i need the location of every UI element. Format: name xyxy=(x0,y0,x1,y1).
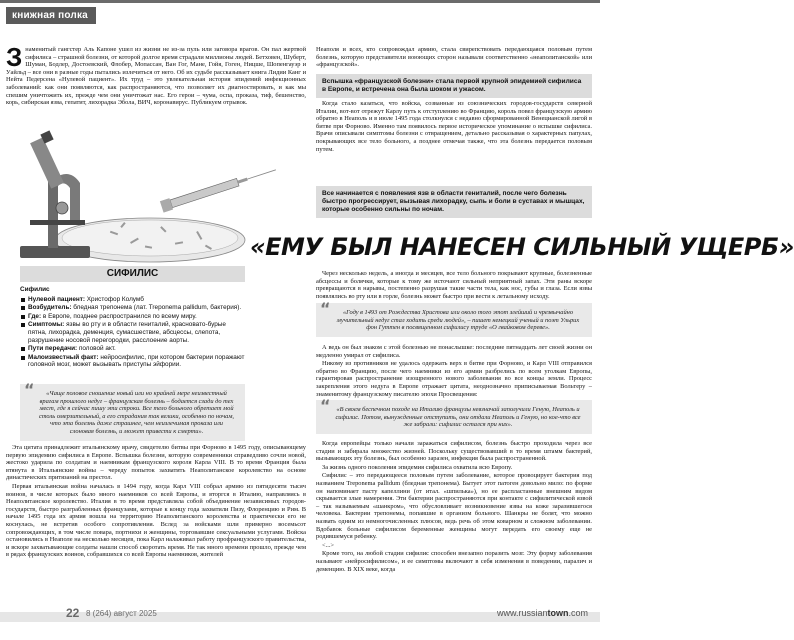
quote-box-left xyxy=(20,380,245,441)
quote-left-text: «Чаще половое сношение новый или но крайней мере неизвестный врагам прошлого недуг – французская болезнь – бодается сзади до тех мест, где я сейчас пишу эти строки. Все тело больного обретает мой столь омерзительный, а его страдания так велики, особенно по ночам, что эта болезнь даже страшнее, чем неизлечимая проказа или слоновая болезнь, и может привести к смерти». xyxy=(38,390,234,435)
microscope-icon xyxy=(0,128,250,268)
right-top-text xyxy=(316,46,592,70)
fact-item: Возбудитель: бледная трепонема (лат. Treponema pallidum, бактерия). xyxy=(20,304,245,312)
mid-column-1 xyxy=(316,270,592,301)
highlight-box-2: Все начинается с появления язв в области гениталий, после чего болезнь быстро прогрессирует, вызывая лихорадку, сыпь и боли в суставах и мышцах, которые особенно сильны по ночам. xyxy=(316,186,592,218)
mid-paragraph-5: За жизнь одного поколения эпидемия сифилиса охватила всю Европу. xyxy=(322,463,513,471)
left-paragraph: Первая итальянская война началась в 1494 году, когда Карл VIII собрал армию из пятидесяти тысяч воинов, в числе которых было много наемников со всей Европы, и вторгся в Италию, направляясь в Неаполитанское королевство. Италия в то время представляла собой объединение независимых городов-государств, быстро разграбленных французами, которые к концу года захватили Пизу, Флоренцию и Рим. В начале 1495 года их армия вошла на территорию Неаполитанского королевства и практически его не коснулась, не встретив особого сопротивления. Вслед за войсками шли примерно восемьсот сопровождающих, в том числе повара, портнихи и женщины, торговавшие сексуальными услугами. Войска остановились в Неаполе на несколько месяцев, пока Карл налаживал работу профранцузского правительства, и вскоре захватывающие солдаты нашли способ скоротать время. Не так много времени прошло, прежде чем в рядах французских воинов, собравшихся со всей Европы наемников, жителей xyxy=(6,482,306,559)
fact-item: Где: в Европе, позднее распространился по всему миру. xyxy=(20,313,245,321)
mid-paragraph-3: Никому из противников не удалось одержать верх в битве при Форново, и Карл VIII отправился обратно во Францию, после чего наемники из его армии разбрелись по всем уголкам Европы, гарантировав распространение изощренного нового заболевания во все концы земли. Процесс закрепления этого недуга в Европе отражает цитата, неоднозначно приписываемая Вольтеру – знаменитому французскому писателю эпохи Просвещения: xyxy=(316,360,592,398)
mid-paragraph-6: Сифилис – это передающееся половым путем заболевание, которое провоцирует бактерия под названием Treponema pallidum (бледная трепонема). Бытует этот патоген довольно мило: по форме он напоминает пасту капеллини (от итал. «шпилька»), но ее распластанные внешним видом скрывается злые намерения. Эти бактерии распространяются при контакте с сифилитической язвой – так называемым «шанкром», что обусловливает возникновение язвы на коже заразившегося человека. Бактерии трепонемы, попавшие в организм больного. Шанкры не болят, что можно назвать одним из немногочисленных плюсов, ведь речь об этом коварном и сложном заболевании. Вдобавок больные сифилисом беременные женщины могут передать его своему еще не родившемуся ребенку. xyxy=(316,472,592,541)
intro-body: наменитый гангстер Аль Капоне ушел из жизни не из-за пуль или заговора врагов. Он пал жертвой сифилиса – страшной болезни, от которой долгое время страдали миллионы людей. Бетховен, Шуберт, Шуман, Бодлер, Достоевский, Флобер, Мопассан, Ван Гог, Мане, Гойя, Гоген, Ницше, Шопенгауэр и Уайльд – все они в разные годы пытались излечиться от него. Об их судьбе рассказывает книга Лидии Канг и Нейта Педерсена «Нулевой пациент». Их труд – это увлекательная история эпидемий инфекционных заболеваний: как они появляются, как распространяются, что позволяет их диагностировать, и как мы спешим уничтожить их, прежде чем они уничтожат нас. Его герои – чума, оспа, проказа, тиф, бешенство, корь, сибирская язва, гепатит, лихорадка Эбола, ВИЧ, коронавирус. Публикуем отрывок. xyxy=(6,46,306,107)
site-link[interactable]: www.russiantown.com xyxy=(496,608,588,618)
intro-text xyxy=(6,42,306,107)
dropcap: З xyxy=(6,42,23,72)
mid-paragraph-2: А ведь он был знаком с этой болезнью не понаслышке: последние пятнадцать лет своей жизни он медленно умирал от сифилиса. xyxy=(316,344,592,359)
mid-paragraph-4: Когда европейцы только начали заражаться сифилисом, болезнь быстро проходила через все стадии и забирала множество жизней. Поскольку существовавший в то время штамм бактерий, вызывающих эту болезнь, был особенно заразен, инфекция была распространенной. xyxy=(316,440,592,463)
fact-item: Нулевой пациент: Христофор Колумб xyxy=(20,296,245,304)
right-paragraph-2-wrap xyxy=(316,100,592,154)
highlight-box-1: Вспышка «французской болезни» стала первой крупной эпидемией сифилиса в Европе, и встречена она была шоком и ужасом. xyxy=(316,74,592,98)
facts-list xyxy=(20,296,245,369)
section-tag: книжная полка xyxy=(6,7,96,24)
microscope-illustration xyxy=(0,128,250,268)
fact-item: Малоизвестный факт: нейросифилис, при котором бактерии поражают головной мозг, может вызывать приступы эйфории. xyxy=(20,354,245,369)
quote-box-mid-1 xyxy=(316,299,592,337)
mid-column-3 xyxy=(316,440,592,574)
mid-column-2 xyxy=(316,344,592,399)
mid-paragraph-1: Через несколько недель, а иногда и месяцев, все тело больного покрывают крупные, болезненные абсцессы и болячки, которые к тому же источают сильный неприятный запах. Эти раны вскоре превращаются в нарывы, постепенно разрушая такие части тела, как нос, губы и глаза. Если язвы появлялись во рту или в горле, болезнь может быстро при вести к летальному исходу. xyxy=(316,270,592,300)
quote-mark-icon: “ xyxy=(24,380,35,399)
quote-box-mid-2 xyxy=(316,396,592,434)
left-bottom-text xyxy=(6,444,306,560)
fact-item: Симптомы: язвы во рту и в области гениталий, красновато-бурые пятна, лихорадка, деменция, сумасшествие, абсцессы, слепота, разрушение носовой перегородки, расслоение аорты. xyxy=(20,321,245,344)
header xyxy=(0,0,600,34)
quote-mark-icon: “ xyxy=(320,299,331,318)
right-paragraph-1: Неаполя и всех, кто сопровождал армию, стала свирепствовать передающаяся половым путем болезнь, которую представители воюющих сторон называли соответственно «неаполитанской» или «французской». xyxy=(316,46,592,69)
quote-mid-2-text: «В своем беспечном походе на Италию французы невзначай заполучили Геную, Неаполь и сифилис. Потом, вынужденные отступить, они отдали Неаполь и Геную, но кое-что все же забрали: сифилис остался при них». xyxy=(335,406,581,429)
sidebar-facts xyxy=(20,282,245,370)
right-paragraph-2: Когда стало казаться, что войска, созванные из союзнических городов-государств северной Италии, вот-вот отрежут Карлу путь к отступлению во Францию, король повел французскую армию обратно в Неаполь и в июле 1495 года столкнулся с недавно сформированной Венецианской лигой в битве при Форново. Именно там появилось первое историческое упоминание о вспышке сифилиса. Врачи описывали симптомы болезни с отвращением, детально рассказывая о характерных папулах, покрывающих все тело больного, а позднее отмечая также, что эта болезнь передается половым путем. xyxy=(316,100,592,153)
headline: «ЕМУ БЫЛ НАНЕСЕН СИЛЬНЫЙ УЩЕРБ» xyxy=(250,233,794,261)
fact-item: Пути передачи: половой акт. xyxy=(20,345,245,353)
mid-paragraph-7: <...> xyxy=(322,541,335,549)
issue-label: 8 (264) август 2025 xyxy=(86,609,157,618)
quote-mark-icon: “ xyxy=(320,396,331,415)
left-paragraph: Эта цитата принадлежит итальянскому врачу, свидетелю битвы при Форново в 1495 году, описывающему первую эпидемию сифилиса в Европе. Вспышка болезни, которую современники справедливо сочли новой, жестоко ударила по солдатам и наемникам французского короля Карла VIII. В то время Франция была втянута в Итальянские войны – череду попыток захватить Неаполитанское королевство на основе династических притязаний на престол. xyxy=(6,444,306,482)
quote-mid-1-text: «Году в 1493 от Рождества Христова или около того этот злейший и чрезвычайно мучительный недуг стал ходить среди людей», – пишет немецкий ученый и поэт Ульрих фон Гуттен в посвященном сифилису труде «О гвайковом дереве». xyxy=(336,309,580,332)
footer xyxy=(0,600,600,640)
sidebar-title: СИФИЛИС xyxy=(20,266,245,282)
sidebar-heading: Сифилис xyxy=(20,286,50,293)
page-number: 22 xyxy=(66,606,80,620)
mid-paragraph-8: Кроме того, на любой стадии сифилис способен внезапно поразить мозг. Эту форму заболевания называют «нейросифилисом», и ее симптомы включают в себя изменения в поведении, паралич и деменцию. В XIX веке, когда xyxy=(316,550,592,573)
